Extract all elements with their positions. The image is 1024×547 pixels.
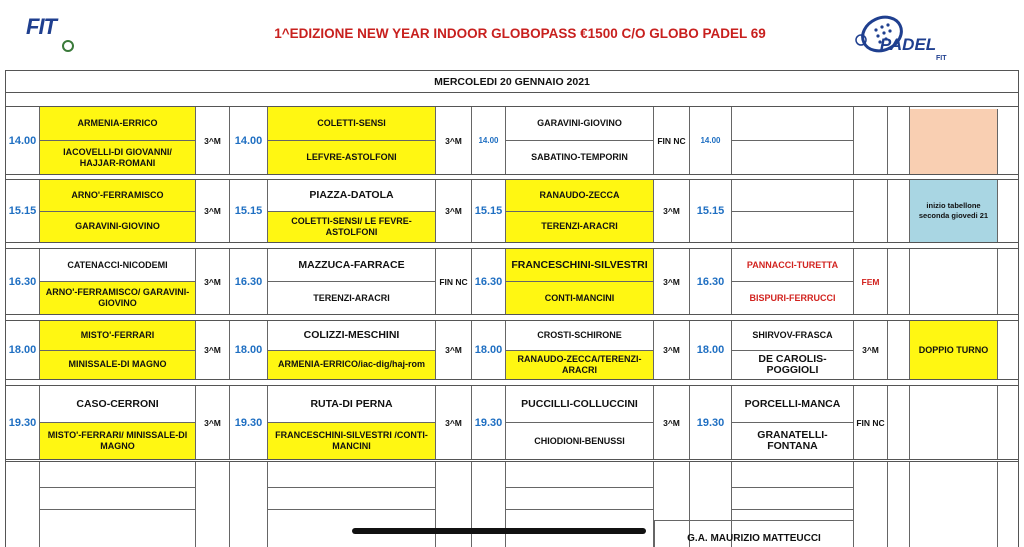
- time-slot: 14.00: [472, 107, 506, 174]
- category-label: 3^M: [196, 107, 230, 174]
- match-team-top: COLETTI-SENSI: [268, 107, 435, 141]
- horizontal-scrollbar[interactable]: [352, 528, 646, 534]
- note-cell: inizio tabellone seconda giovedi 21: [910, 180, 998, 242]
- time-slot: 16.30: [690, 249, 732, 314]
- category-label: 3^M: [654, 386, 690, 459]
- empty-half: [506, 488, 653, 510]
- empty-half: [732, 462, 853, 488]
- match-cell: [506, 180, 654, 242]
- category-label: 3^M: [196, 321, 230, 379]
- match-team-bottom: RANAUDO-ZECCA/TERENZI-ARACRI: [506, 351, 653, 380]
- category-label: 3^M: [654, 321, 690, 379]
- schedule-row: [6, 248, 1018, 315]
- match-team-top: PORCELLI-MANCA: [732, 386, 853, 423]
- match-team-bottom: [732, 212, 853, 243]
- match-team-bottom: TERENZI-ARACRI: [313, 292, 390, 303]
- empty-cell: [506, 462, 654, 547]
- time-slot: 16.30: [472, 249, 506, 314]
- category-label: 3^M: [436, 386, 472, 459]
- match-cell: [268, 107, 436, 174]
- match-team-top: FRANCESCHINI-SILVESTRI: [506, 249, 653, 282]
- category-label: 3^M: [654, 249, 690, 314]
- match-cell: [268, 321, 436, 379]
- trailing-cell: [998, 249, 1018, 314]
- schedule-row-empty: [6, 461, 1018, 547]
- spacer-cell: [888, 386, 910, 459]
- time-slot: 19.30: [6, 386, 40, 459]
- match-team-bottom: DE CAROLIS-POGGIOLI: [758, 352, 827, 376]
- spacer-cell: [888, 249, 910, 314]
- category-label: 3^M: [196, 386, 230, 459]
- match-team-top: MISTO'-FERRARI: [40, 321, 195, 351]
- match-team-bottom: ARNO'-FERRAMISCO/ GARAVINI-GIOVINO: [40, 282, 195, 314]
- empty-cell: [230, 462, 268, 547]
- spacer-cell: [888, 321, 910, 379]
- match-team-top: RANAUDO-ZECCA: [506, 180, 653, 212]
- trailing-cell: [998, 386, 1018, 459]
- time-slot: 16.30: [230, 249, 268, 314]
- trailing-cell: [998, 180, 1018, 242]
- match-team-bottom: IACOVELLI-DI GIOVANNI/ HAJJAR-ROMANI: [40, 141, 195, 174]
- empty-half: [506, 462, 653, 488]
- time-slot: 15.15: [6, 180, 40, 242]
- empty-cell: [998, 462, 1018, 547]
- trailing-cell: [998, 107, 1018, 174]
- page-title: 1^EDIZIONE NEW YEAR INDOOR GLOBOPASS €1500 C/O GLOBO PADEL 69: [274, 26, 766, 41]
- time-slot: 19.30: [230, 386, 268, 459]
- header: [0, 0, 1024, 68]
- empty-half: [268, 462, 435, 488]
- empty-cell: [472, 462, 506, 547]
- time-slot: 18.00: [6, 321, 40, 379]
- category-label: FIN NC: [436, 249, 472, 314]
- time-slot: 18.00: [472, 321, 506, 379]
- category-label: FIN NC: [654, 107, 690, 174]
- match-team-bottom: MINISSALE-DI MAGNO: [40, 351, 195, 380]
- match-cell: [732, 180, 854, 242]
- match-team-bottom: LEFVRE-ASTOLFONI: [268, 141, 435, 174]
- match-cell: [268, 249, 436, 314]
- match-team-top: SHIRVOV-FRASCA: [732, 321, 853, 351]
- match-cell: [732, 386, 854, 459]
- time-slot: 15.15: [472, 180, 506, 242]
- match-cell: [732, 107, 854, 174]
- match-cell: [268, 180, 436, 242]
- referee-name: G.A. MAURIZIO MATTEUCCI: [687, 533, 821, 544]
- note-cell: [910, 109, 998, 174]
- schedule-row: [6, 320, 1018, 380]
- empty-half: [268, 488, 435, 510]
- match-cell: [732, 321, 854, 379]
- trailing-cell: [998, 321, 1018, 379]
- match-cell: [40, 249, 196, 314]
- match-team-bottom: CONTI-MANCINI: [506, 282, 653, 314]
- fit-logo-text: FIT: [26, 14, 56, 39]
- match-team-top: ARMENIA-ERRICO: [40, 107, 195, 141]
- category-label: [854, 180, 888, 242]
- match-team-bottom: SABATINO-TEMPORIN: [531, 152, 628, 162]
- schedule-row: [6, 179, 1018, 243]
- time-slot: 15.15: [230, 180, 268, 242]
- empty-cell: [910, 462, 998, 547]
- category-label: FIN NC: [854, 386, 888, 459]
- match-team-bottom: BISPURI-FERRUCCI: [749, 292, 836, 303]
- match-team-bottom: ARMENIA-ERRICO/iac-dig/haj-rom: [268, 351, 435, 380]
- time-slot: 14.00: [690, 107, 732, 174]
- empty-cell: [888, 462, 910, 547]
- match-cell: [732, 249, 854, 314]
- empty-cell: [268, 462, 436, 547]
- match-cell: [506, 386, 654, 459]
- match-team-bottom: GRANATELLI-FONTANA: [757, 429, 828, 452]
- match-cell: [40, 107, 196, 174]
- match-cell: [40, 180, 196, 242]
- match-team-bottom: CHIODIONI-BENUSSI: [534, 435, 625, 446]
- time-slot: 14.00: [230, 107, 268, 174]
- match-cell: [506, 321, 654, 379]
- time-slot: 18.00: [690, 321, 732, 379]
- match-cell: [40, 321, 196, 379]
- category-label: 3^M: [436, 180, 472, 242]
- empty-cell: [436, 462, 472, 547]
- match-team-top: PIAZZA-DATOLA: [268, 180, 435, 212]
- match-team-top: CATENACCI-NICODEMI: [40, 249, 195, 282]
- spacer-cell: [888, 107, 910, 174]
- fit-logo: [26, 14, 78, 54]
- category-label: 3^M: [436, 321, 472, 379]
- match-team-top: CROSTI-SCHIRONE: [506, 321, 653, 351]
- time-slot: 16.30: [6, 249, 40, 314]
- empty-cell: [196, 462, 230, 547]
- empty-cell: [40, 462, 196, 547]
- match-cell: [506, 249, 654, 314]
- match-team-bottom: GARAVINI-GIOVINO: [40, 212, 195, 243]
- tennis-ball-icon: [62, 40, 74, 52]
- note-cell: DOPPIO TURNO: [910, 321, 998, 379]
- fit-small-logo-text: FIT: [936, 55, 947, 62]
- match-team-bottom: [732, 141, 853, 174]
- match-team-top: [732, 180, 853, 212]
- match-team-top: PUCCILLI-COLLUCCINI: [506, 386, 653, 423]
- category-label: 3^M: [654, 180, 690, 242]
- match-cell: [40, 386, 196, 459]
- match-team-top: GARAVINI-GIOVINO: [506, 107, 653, 141]
- category-label: [854, 107, 888, 174]
- match-team-bottom: MISTO'-FERRARI/ MINISSALE-DI MAGNO: [40, 423, 195, 459]
- schedule-table: [5, 70, 1019, 547]
- match-team-bottom: COLETTI-SENSI/ LE FEVRE-ASTOLFONI: [268, 212, 435, 243]
- padel-logo-text: PADEL: [879, 35, 937, 54]
- time-slot: 15.15: [690, 180, 732, 242]
- time-slot: 18.00: [230, 321, 268, 379]
- match-team-bottom: TERENZI-ARACRI: [506, 212, 653, 243]
- empty-cell: [854, 462, 888, 547]
- match-team-bottom: FRANCESCHINI-SILVESTRI /CONTI-MANCINI: [268, 423, 435, 459]
- match-team-top: PANNACCI-TURETTA: [732, 249, 853, 282]
- spacer-cell: [888, 180, 910, 242]
- match-cell: [268, 386, 436, 459]
- category-label: 3^M: [854, 321, 888, 379]
- empty-half: [732, 488, 853, 510]
- padel-logo: [852, 8, 962, 64]
- time-slot: 14.00: [6, 107, 40, 174]
- match-team-top: CASO-CERRONI: [40, 386, 195, 423]
- note-cell: [910, 249, 998, 314]
- time-slot: 19.30: [690, 386, 732, 459]
- schedule-date: MERCOLEDI 20 GENNAIO 2021: [6, 71, 1018, 93]
- match-team-top: MAZZUCA-FARRACE: [268, 249, 435, 282]
- empty-half: [40, 462, 195, 488]
- match-team-top: ARNO'-FERRAMISCO: [40, 180, 195, 212]
- match-team-top: RUTA-DI PERNA: [268, 386, 435, 423]
- empty-cell: [6, 462, 40, 547]
- category-label: 3^M: [196, 249, 230, 314]
- category-label: 3^M: [196, 180, 230, 242]
- match-team-top: [732, 107, 853, 141]
- empty-half: [40, 488, 195, 510]
- match-cell: [506, 107, 654, 174]
- schedule-row: [6, 106, 1018, 175]
- note-cell: [910, 386, 998, 459]
- time-slot: 19.30: [472, 386, 506, 459]
- schedule-row: [6, 385, 1018, 460]
- category-label: FEM: [854, 249, 888, 314]
- match-team-top: COLIZZI-MESCHINI: [268, 321, 435, 351]
- category-label: 3^M: [436, 107, 472, 174]
